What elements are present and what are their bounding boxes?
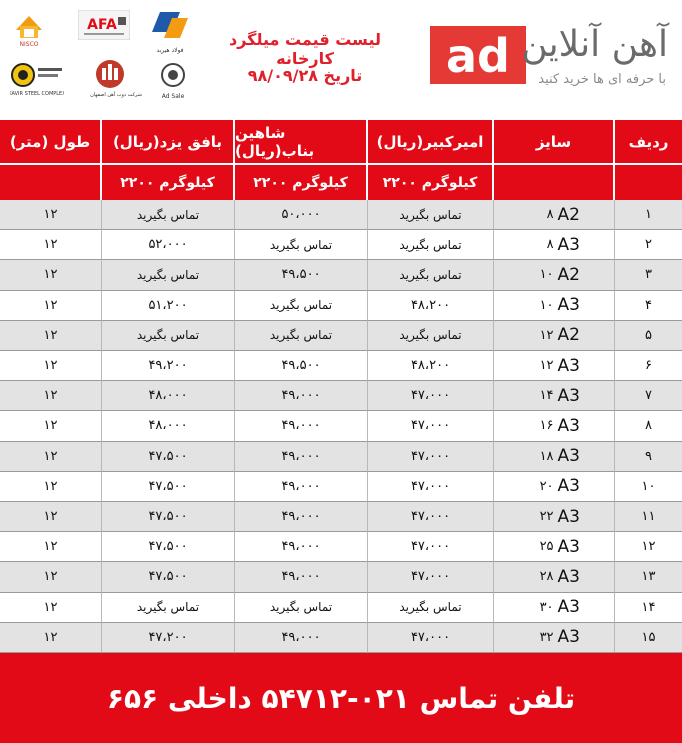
- cell-amirkabir-value: ۴۷،۰۰۰: [410, 539, 451, 555]
- table-row: [0, 562, 682, 592]
- cell-shahin: [235, 532, 368, 562]
- size-diameter: ۸: [546, 207, 554, 223]
- cell-shahin: [235, 351, 368, 381]
- table-row: [0, 532, 682, 562]
- cell-length: [0, 200, 102, 230]
- table-row: [0, 411, 682, 441]
- table-row: [0, 623, 682, 653]
- cell-length: [0, 291, 102, 321]
- size-diameter: ۲۸: [539, 569, 554, 585]
- cell-row-no-value: ۳: [645, 267, 652, 283]
- cell-row-no: [615, 260, 682, 290]
- cell-amirkabir-value: تماس بگیرید: [399, 267, 462, 282]
- table-row: [0, 351, 682, 381]
- cell-length-value: ۱۲: [43, 509, 58, 525]
- cell-row-no: [615, 321, 682, 351]
- cell-row-no-value: ۴: [645, 297, 652, 313]
- cell-length-value: ۱۲: [43, 569, 58, 585]
- cell-length: [0, 230, 102, 260]
- cell-amirkabir: [368, 623, 494, 653]
- cell-row-no-value: ۶: [645, 358, 652, 374]
- table-header-row: [0, 120, 682, 165]
- cell-bafgh-value: ۴۷،۵۰۰: [148, 478, 188, 494]
- table-row: [0, 593, 682, 623]
- cell-shahin-value: ۴۹،۰۰۰: [281, 569, 321, 585]
- weight-shahin: کیلوگرم ۲۲۰۰: [235, 165, 368, 200]
- size-diameter: ۲۲: [539, 509, 554, 525]
- contact-phone: تلفن تماس ۰۲۱-۵۴۷۱۲ داخلی ۶۵۶: [106, 681, 576, 715]
- esfahan-steel-logo: [88, 58, 144, 100]
- cell-bafgh: [102, 230, 235, 260]
- cell-length: [0, 381, 102, 411]
- cell-bafgh: [102, 472, 235, 502]
- cell-shahin-value: ۴۹،۰۰۰: [281, 478, 321, 494]
- header-amirkabir: امیرکبیر(ریال): [368, 120, 494, 165]
- cell-amirkabir-value: ۴۷،۰۰۰: [410, 509, 451, 525]
- header-size: سایز: [494, 120, 615, 165]
- cell-amirkabir-value: ۴۷،۰۰۰: [410, 418, 451, 434]
- cell-row-no: [615, 381, 682, 411]
- cell-bafgh-value: ۴۷،۵۰۰: [148, 509, 188, 525]
- cell-amirkabir-value: ۴۷،۰۰۰: [410, 629, 451, 645]
- cell-shahin: [235, 411, 368, 441]
- cell-shahin: [235, 230, 368, 260]
- ahan-online-logo: [430, 26, 526, 84]
- cell-amirkabir-value: تماس بگیرید: [399, 600, 462, 615]
- cell-size: [494, 200, 615, 230]
- cell-amirkabir-value: ۴۷،۰۰۰: [410, 448, 451, 464]
- size-diameter: ۳۰: [539, 599, 554, 615]
- cell-bafgh-value: تماس بگیرید: [136, 600, 200, 615]
- cell-size: [494, 442, 615, 472]
- size-diameter: ۳۲: [539, 629, 554, 645]
- brand-block: [430, 18, 680, 98]
- size-grade: A3: [557, 385, 580, 406]
- cell-amirkabir-value: ۴۸،۲۰۰: [410, 358, 451, 374]
- cell-length: [0, 532, 102, 562]
- cell-size: [494, 623, 615, 653]
- cell-length-value: ۱۲: [43, 418, 58, 434]
- cell-length: [0, 593, 102, 623]
- svg-text:AFA: AFA: [87, 17, 117, 33]
- cell-row-no: [615, 472, 682, 502]
- adsale-logo: [158, 62, 188, 102]
- svg-text:Ad Sale: Ad Sale: [161, 93, 185, 100]
- cell-row-no: [615, 442, 682, 472]
- cell-size: [494, 562, 615, 592]
- size-diameter: ۱۲: [539, 358, 554, 374]
- cell-row-no: [615, 502, 682, 532]
- cell-size: [494, 230, 615, 260]
- cell-amirkabir: [368, 562, 494, 592]
- cell-size: [494, 532, 615, 562]
- cell-row-no-value: ۱۳: [641, 569, 656, 585]
- cell-bafgh-value: ۴۷،۵۰۰: [148, 569, 188, 585]
- size-grade: A3: [557, 627, 580, 648]
- cell-length-value: ۱۲: [43, 478, 58, 494]
- cell-length-value: ۱۲: [43, 297, 58, 313]
- cell-bafgh-value: ۴۸،۰۰۰: [148, 388, 188, 404]
- size-grade: A3: [557, 295, 580, 316]
- cell-length: [0, 502, 102, 532]
- cell-bafgh: [102, 321, 235, 351]
- size-grade: A3: [557, 506, 580, 527]
- size-grade: A3: [557, 234, 580, 255]
- cell-row-no-value: ۱۵: [641, 629, 656, 645]
- cell-shahin-value: ۴۹،۰۰۰: [281, 448, 321, 464]
- cell-bafgh: [102, 502, 235, 532]
- cell-shahin-value: ۴۹،۵۰۰: [281, 358, 321, 374]
- size-diameter: ۱۰: [539, 267, 554, 283]
- cell-bafgh-value: تماس بگیرید: [136, 267, 200, 282]
- cell-shahin: [235, 442, 368, 472]
- cell-amirkabir: [368, 532, 494, 562]
- cell-row-no-value: ۱: [645, 207, 652, 223]
- size-grade: A3: [557, 476, 580, 497]
- size-diameter: ۱۶: [539, 418, 554, 434]
- size-grade: A3: [557, 446, 580, 467]
- table-weight-row: [0, 165, 682, 200]
- cell-shahin: [235, 260, 368, 290]
- cell-size: [494, 260, 615, 290]
- cell-amirkabir: [368, 321, 494, 351]
- cell-bafgh: [102, 291, 235, 321]
- cell-row-no-value: ۱۰: [641, 478, 656, 494]
- cell-amirkabir-value: ۴۷،۰۰۰: [410, 569, 451, 585]
- cell-length-value: ۱۲: [43, 207, 58, 223]
- cell-amirkabir-value: تماس بگیرید: [399, 328, 462, 343]
- cell-length: [0, 562, 102, 592]
- table-row: [0, 321, 682, 351]
- svg-text:KAVIR STEEL COMPLEX: KAVIR STEEL COMPLEX: [10, 91, 64, 97]
- cell-length: [0, 260, 102, 290]
- cell-shahin: [235, 472, 368, 502]
- cell-shahin-value: ۴۹،۰۰۰: [281, 629, 321, 645]
- table-row: [0, 260, 682, 290]
- cell-row-no-value: ۲: [645, 237, 652, 253]
- cell-row-no: [615, 200, 682, 230]
- cell-shahin-value: ۴۹،۰۰۰: [281, 509, 321, 525]
- cell-amirkabir: [368, 200, 494, 230]
- cell-shahin: [235, 562, 368, 592]
- cell-amirkabir: [368, 291, 494, 321]
- cell-length: [0, 442, 102, 472]
- cell-row-no-value: ۹: [645, 448, 652, 464]
- cell-bafgh-value: ۴۸،۰۰۰: [148, 418, 188, 434]
- page-title: لیست قیمت میلگرد کارخانه: [228, 30, 381, 68]
- svg-text:شرکت ذوب آهن اصفهان: شرکت ذوب آهن اصفهان: [90, 92, 142, 98]
- cell-shahin-value: ۴۹،۵۰۰: [281, 267, 321, 283]
- cell-length-value: ۱۲: [43, 599, 58, 615]
- cell-shahin-value: ۴۹،۰۰۰: [281, 539, 321, 555]
- cell-bafgh-value: تماس بگیرید: [136, 207, 200, 222]
- cell-bafgh-value: ۴۷،۵۰۰: [148, 448, 188, 464]
- cell-row-no-value: ۷: [645, 388, 652, 404]
- cell-row-no: [615, 411, 682, 441]
- afa-logo: [78, 10, 130, 40]
- size-grade: A3: [557, 536, 580, 557]
- cell-length: [0, 623, 102, 653]
- cell-length: [0, 411, 102, 441]
- size-grade: A3: [557, 566, 580, 587]
- cell-row-no: [615, 291, 682, 321]
- cell-row-no: [615, 623, 682, 653]
- cell-shahin-value: تماس بگیرید: [269, 600, 333, 615]
- table-row: [0, 230, 682, 260]
- cell-shahin: [235, 593, 368, 623]
- cell-row-no: [615, 230, 682, 260]
- kavir-steel-logo: [10, 62, 64, 98]
- cell-shahin: [235, 623, 368, 653]
- weight-bafgh: کیلوگرم ۲۲۰۰: [102, 165, 235, 200]
- cell-bafgh-value: ۴۹،۲۰۰: [148, 358, 188, 374]
- table-row: [0, 472, 682, 502]
- cell-size: [494, 411, 615, 441]
- hirbod-steel-logo: [150, 8, 190, 58]
- cell-bafgh-value: تماس بگیرید: [136, 328, 200, 343]
- cell-bafgh: [102, 381, 235, 411]
- cell-row-no-value: ۱۱: [641, 509, 656, 525]
- cell-size: [494, 381, 615, 411]
- cell-shahin: [235, 291, 368, 321]
- cell-bafgh: [102, 351, 235, 381]
- size-grade: A2: [557, 204, 580, 225]
- cell-row-no-value: ۸: [645, 418, 652, 434]
- cell-amirkabir: [368, 472, 494, 502]
- size-diameter: ۱۴: [539, 388, 554, 404]
- weight-size-empty: [494, 165, 615, 200]
- cell-length-value: ۱۲: [43, 327, 58, 343]
- size-diameter: ۲۵: [539, 539, 554, 555]
- size-diameter: ۱۲: [539, 327, 554, 343]
- cell-bafgh: [102, 442, 235, 472]
- cell-bafgh-value: ۴۷،۵۰۰: [148, 539, 188, 555]
- cell-row-no: [615, 532, 682, 562]
- cell-bafgh-value: ۵۲،۰۰۰: [148, 237, 188, 253]
- size-grade: A3: [557, 597, 580, 618]
- cell-bafgh: [102, 532, 235, 562]
- table-row: [0, 200, 682, 230]
- cell-amirkabir: [368, 411, 494, 441]
- cell-length-value: ۱۲: [43, 539, 58, 555]
- header-length: طول (متر): [0, 120, 102, 165]
- cell-size: [494, 472, 615, 502]
- cell-length-value: ۱۲: [43, 388, 58, 404]
- cell-length: [0, 472, 102, 502]
- cell-bafgh: [102, 562, 235, 592]
- weight-amirkabir: کیلوگرم ۲۲۰۰: [368, 165, 494, 200]
- cell-amirkabir-value: ۴۸،۲۰۰: [410, 297, 451, 313]
- cell-amirkabir: [368, 351, 494, 381]
- size-diameter: ۱۰: [539, 297, 554, 313]
- brand-name: آهن آنلاین: [521, 24, 668, 65]
- brand-slogan: با حرفه ای ها خرید کنید: [538, 72, 666, 87]
- cell-shahin-value: ۴۹،۰۰۰: [281, 388, 321, 404]
- table-row: [0, 442, 682, 472]
- cell-size: [494, 321, 615, 351]
- cell-row-no-value: ۱۲: [641, 539, 656, 555]
- cell-length: [0, 321, 102, 351]
- cell-length-value: ۱۲: [43, 629, 58, 645]
- svg-text:ad: ad: [446, 29, 510, 83]
- cell-shahin: [235, 200, 368, 230]
- cell-amirkabir: [368, 230, 494, 260]
- cell-length: [0, 351, 102, 381]
- cell-bafgh: [102, 200, 235, 230]
- cell-size: [494, 351, 615, 381]
- size-diameter: ۸: [546, 237, 554, 253]
- cell-shahin: [235, 381, 368, 411]
- cell-length-value: ۱۲: [43, 448, 58, 464]
- weight-length-empty: [0, 165, 102, 200]
- table-row: [0, 502, 682, 532]
- cell-bafgh-value: ۴۷،۲۰۰: [148, 629, 188, 645]
- cell-shahin-value: تماس بگیرید: [269, 237, 333, 252]
- cell-shahin: [235, 321, 368, 351]
- cell-shahin-value: ۵۰،۰۰۰: [281, 207, 321, 223]
- cell-amirkabir: [368, 593, 494, 623]
- table-row: [0, 291, 682, 321]
- size-grade: A2: [557, 264, 580, 285]
- cell-amirkabir-value: تماس بگیرید: [399, 207, 462, 222]
- cell-size: [494, 291, 615, 321]
- size-diameter: ۲۰: [539, 478, 554, 494]
- cell-bafgh: [102, 593, 235, 623]
- table-row: [0, 381, 682, 411]
- cell-amirkabir-value: تماس بگیرید: [399, 237, 462, 252]
- cell-amirkabir: [368, 502, 494, 532]
- size-grade: A3: [557, 355, 580, 376]
- cell-row-no: [615, 562, 682, 592]
- cell-row-no-value: ۵: [645, 327, 652, 343]
- cell-length-value: ۱۲: [43, 358, 58, 374]
- price-date: تاریخ ۹۸/۰۹/۲۸: [247, 66, 363, 85]
- size-diameter: ۱۸: [539, 448, 554, 464]
- contact-footer: [0, 653, 682, 743]
- cell-size: [494, 502, 615, 532]
- cell-shahin-value: تماس بگیرید: [269, 298, 333, 313]
- svg-text:فولاد هیربد: فولاد هیربد: [156, 47, 184, 54]
- cell-row-no: [615, 351, 682, 381]
- cell-bafgh: [102, 260, 235, 290]
- cell-bafgh-value: ۵۱،۲۰۰: [148, 297, 188, 313]
- cell-amirkabir: [368, 381, 494, 411]
- cell-row-no: [615, 593, 682, 623]
- header-row-no: ردیف: [615, 120, 682, 165]
- cell-size: [494, 593, 615, 623]
- size-grade: A2: [557, 325, 580, 346]
- cell-amirkabir: [368, 260, 494, 290]
- cell-bafgh: [102, 411, 235, 441]
- nisco-logo: [14, 14, 44, 48]
- page-header: [0, 0, 682, 120]
- cell-amirkabir-value: ۴۷،۰۰۰: [410, 478, 451, 494]
- cell-shahin-value: تماس بگیرید: [269, 328, 333, 343]
- header-shahin: شاهین بناب(ریال): [235, 120, 368, 165]
- weight-rowno-empty: [615, 165, 682, 200]
- cell-row-no-value: ۱۴: [641, 599, 656, 615]
- cell-amirkabir: [368, 442, 494, 472]
- svg-text:NISCO: NISCO: [19, 41, 39, 48]
- cell-length-value: ۱۲: [43, 237, 58, 253]
- size-grade: A3: [557, 415, 580, 436]
- header-bafgh: بافق یزد(ریال): [102, 120, 235, 165]
- cell-bafgh: [102, 623, 235, 653]
- cell-length-value: ۱۲: [43, 267, 58, 283]
- cell-shahin: [235, 502, 368, 532]
- cell-shahin-value: ۴۹،۰۰۰: [281, 418, 321, 434]
- cell-amirkabir-value: ۴۷،۰۰۰: [410, 388, 451, 404]
